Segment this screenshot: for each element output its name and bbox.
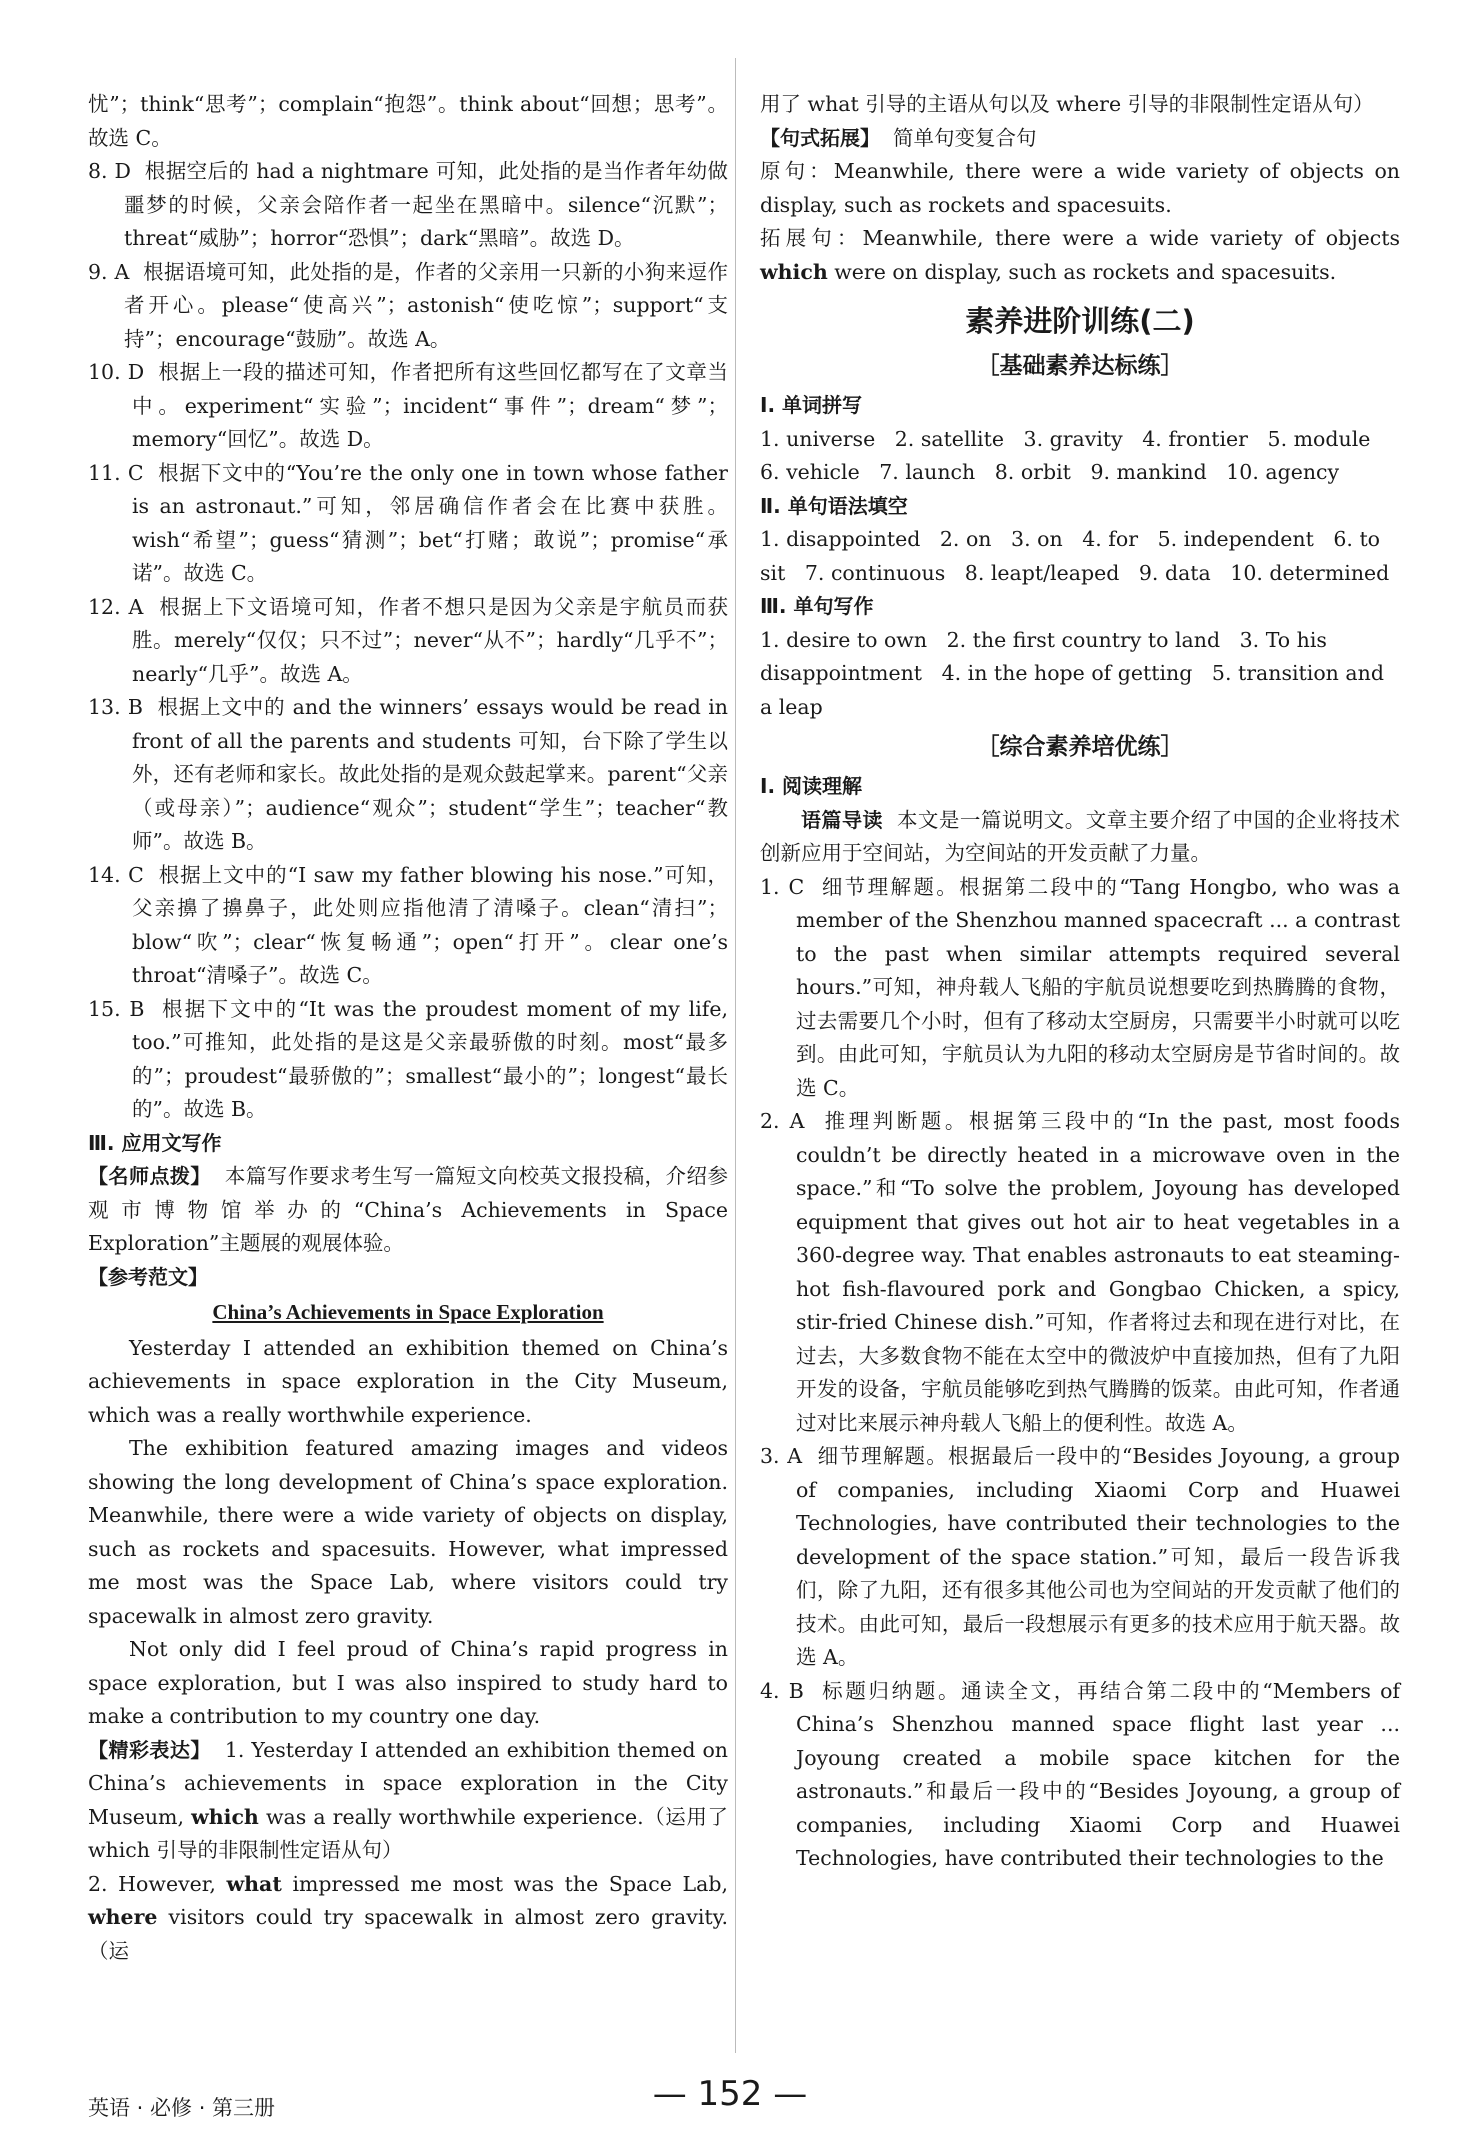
footer-book-title: 英语 · 必修 · 第三册 [88, 2096, 276, 2120]
answer-text: 根据上文中的“I saw my father blowing his nose.”可知，父亲擤了擤鼻子，此处则应指他清了清嗓子。clean“清扫”；blow“吹”；clear“恢复畅通”；open“打开”。clear one’s throat“清嗓子”。故选 C。 [132, 862, 728, 987]
answer-item [88, 155, 728, 256]
expression-2 [88, 1868, 728, 1969]
answer-text: 根据上下文语境可知，作者不想只是因为父亲是宇航员而获胜。merely“仅仅；只不过”；never“从不”；hardly“几乎不”；nearly“几乎”。故选 A。 [132, 594, 728, 686]
answer-item [88, 993, 728, 1127]
answer-item [760, 1105, 1400, 1440]
expanded-tag: 拓展句： [760, 226, 863, 250]
keyword: which [191, 1804, 259, 1829]
answer-line: disappointment 4. in the hope of getting 5. transition and [760, 661, 1384, 685]
answer-text: 根据上一段的描述可知，作者把所有这些回忆都写在了文章当中。experiment“实验”；incident“事件”；dream“梦”；memory“回忆”。故选 D。 [132, 360, 728, 451]
original-tag: 原句： [760, 159, 834, 183]
extension-text: 简单句变复合句 [893, 125, 1037, 150]
comprehensive-subtitle: ［综合素养培优练］ [976, 734, 1184, 760]
section-heading-writing: Ⅲ. 应用文写作 [88, 1130, 222, 1155]
answer-number: 12. A [88, 594, 144, 619]
teacher-tip [88, 1160, 728, 1261]
essay-paragraph: Yesterday I attended an exhibition themed on China’s achievements in space exploration in the City Museum, which was a really worthwhile experience. [88, 1335, 728, 1427]
tip-text: 本篇写作要求考生写一篇短文向校英文报投稿，介绍参观市博物馆举办的“China’s Achievements in Space Exploration”主题展的观展体验。 [88, 1164, 728, 1255]
original-text: Meanwhile, there were a wide variety of objects on display, such as rockets and spacesuits. [760, 159, 1400, 217]
answer-item [88, 859, 728, 993]
heading-spelling: Ⅰ. 单词拼写 [760, 393, 863, 417]
guide-text: 本文是一篇说明文。文章主要介绍了中国的企业将技术创新应用于空间站，为空间站的开发贡献了力量。 [760, 807, 1401, 865]
answer-text: 根据空后的 had a nightmare 可知，此处指的是当作者年幼做噩梦的时候，父亲会陪作者一起坐在黑暗中。silence“沉默”；threat“威胁”；horror“恐惧”；dark“黑暗”。故选 D。 [124, 159, 728, 250]
essay-paragraph: Not only did I feel proud of China’s rapid progress in space exploration, but I was also inspired to study hard to make a contribution to my country one day. [88, 1637, 728, 1728]
original-sentence [760, 155, 1400, 222]
answer-number: 3. A [760, 1444, 803, 1468]
answer-number: 9. A [88, 259, 130, 284]
answer-text: 标题归纳题。通读全文，再结合第二段中的“Members of China’s Shenzhou manned space flight last year ... Joyoung created a mobile space kitchen for the astronauts.”和最后一段中的“Besides Joyoung, a group of companies, including Xiaomi Corp and Huawei Technologies, have contributed their technologies to the [796, 1678, 1400, 1870]
tip-tag: 【名师点拨】 [88, 1164, 211, 1188]
answer-item [88, 356, 728, 457]
left-continued-text: 忧”；think“思考”；complain“抱怨”。think about“回想；思考”。故选 C。 [88, 92, 728, 150]
section-title: 素养进阶训练(二) [965, 304, 1195, 338]
keyword: what [226, 1871, 282, 1896]
expression-text: 2. However, [88, 1871, 227, 1896]
answer-number: 14. C [88, 862, 144, 887]
answer-item [760, 871, 1400, 1106]
answer-number: 2. A [760, 1109, 805, 1133]
heading-grammar: Ⅱ. 单句语法填空 [760, 493, 908, 518]
answer-number: 11. C [88, 460, 144, 485]
answer-item [760, 1440, 1400, 1675]
answer-number: 15. B [88, 996, 145, 1021]
answer-text: 根据语境可知，此处指的是，作者的父亲用一只新的小狗来逗作者开心。please“使高兴”；astonish“使吃惊”；support“支持”；encourage“鼓励”。故选 A。 [124, 259, 728, 351]
answer-line: 6. vehicle 7. launch 8. orbit 9. mankind 10. agency [760, 460, 1340, 484]
left-column [88, 88, 728, 1968]
answer-item [760, 1675, 1400, 1876]
basic-subtitle: ［基础素养达标练］ [976, 353, 1184, 379]
answer-number: 13. B [88, 695, 143, 719]
expression-text: visitors could try spacewalk in almost zero gravity.（运 [88, 1905, 728, 1963]
answer-line: 1. desire to own 2. the first country to land 3. To his [760, 627, 1327, 652]
answer-number: 4. B [760, 1678, 804, 1703]
answer-line: 1. universe 2. satellite 3. gravity 4. frontier 5. module [760, 426, 1371, 451]
sentence-extension [760, 122, 1400, 156]
answer-text: 细节理解题。根据最后一段中的“Besides Joyoung, a group of companies, including Xiaomi Corp and Huawei Technologies, have contributed their technologies to the development of the space station.”可知，最后一段告诉我们，除了九阳，还有很多其他公司也为空间站的开发贡献了他们的技术。由此可知，最后一段想展示有更多的技术应用于航天器。故选 A。 [796, 1444, 1400, 1669]
heading-writing: Ⅲ. 单句写作 [760, 594, 874, 618]
answer-item [88, 591, 728, 692]
expanded-text: were on display, such as rockets and spacesuits. [827, 259, 1337, 284]
answer-line: sit 7. continuous 8. leapt/leaped 9. data 10. determined [760, 560, 1390, 585]
keyword: which [760, 259, 828, 284]
reference-tag: 【参考范文】 [88, 1264, 208, 1289]
answer-text: 根据下文中的“You’re the only one in town whose father is an astronaut.”可知，邻居确信作者会在比赛中获胜。wish“希望”；guess“猜测”；bet“打赌；敢说”；promise“承诺”。故选 C。 [132, 460, 728, 585]
answer-line: 1. disappointed 2. on 3. on 4. for 5. independent 6. to [760, 527, 1381, 551]
expression-1 [88, 1734, 728, 1868]
heading-reading: Ⅰ. 阅读理解 [760, 774, 863, 798]
answer-line: a leap [760, 694, 823, 719]
expression-tag: 【精彩表达】 [88, 1737, 211, 1762]
essay-paragraph: The exhibition featured amazing images and videos showing the long development of China’s space exploration. Meanwhile, there were a wide variety of objects on display, such as rockets and spacesuits. However, what impressed me most was the Space Lab, where visitors could try spacewalk in almost zero gravity. [88, 1436, 728, 1628]
answer-number: 1. C [760, 874, 805, 899]
expression-text: 1. Yesterday I attended an exhibition themed on China’s achievements in space exploration in the City Museum, [88, 1737, 728, 1829]
expression-text: impressed me most was the Space Lab, [281, 1871, 728, 1896]
column-divider [735, 58, 736, 2053]
expression-text: was a really worthwhile experience.（运用了 which 引导的非限制性定语从句） [88, 1804, 728, 1862]
answer-number: 10. D [88, 360, 145, 384]
extension-tag: 【句式拓展】 [760, 125, 880, 150]
essay-title: China’s Achievements in Space Exploration [212, 1300, 604, 1324]
page-number: — 152 — [652, 2074, 808, 2114]
answer-number: 8. D [88, 159, 131, 183]
answer-item [88, 256, 728, 357]
answer-item [88, 691, 728, 859]
expanded-text: Meanwhile, there were a wide variety of objects [862, 226, 1400, 250]
answer-text: 细节理解题。根据第二段中的“Tang Hongbo, who was a member of the Shenzhou manned spacecraft ... a contrast to the past when similar attempts required several hours.”可知，神舟载人飞船的宇航员说想要吃到热腾腾的食物，过去需要几个小时，但有了移动太空厨房，只需要半小时就可以吃到。由此可知，宇航员认为九阳的移动太空厨房是节省时间的。故选 C。 [796, 874, 1400, 1100]
answer-text: 根据下文中的“It was the proudest moment of my life, too.”可推知，此处指的是这是父亲最骄傲的时刻。most“最多的”；proudest“最骄傲的”；smallest“最小的”；longest“最长的”。故选 B。 [132, 996, 728, 1121]
answer-text: 根据上文中的 and the winners’ essays would be read in front of all the parents and students 可知，台下除了学生以外，还有老师和家长。故此处指的是观众鼓起掌来。parent“父亲（或母亲）”；audience“观众”；student“学生”；teacher“教师”。故选 B。 [132, 695, 728, 853]
guide-tag: 语篇导读 [801, 807, 883, 832]
answer-item [88, 457, 728, 591]
keyword: where [88, 1905, 158, 1929]
answer-text: 推理判断题。根据第三段中的“In the past, most foods couldn’t be directly heated in a microwave oven in the space.”和“To solve the problem, Joyoung has developed equipment that gives out hot air to heat vegetables in a 360-degree way. That enables astronauts to eat steaming-hot fish-flavoured pork and Gongbao Chicken, a spicy, stir-fried Chinese dish.”可知，作者将过去和现在进行对比，在过去，大多数食物不能在太空中的微波炉中直接加热，但有了九阳开发的设备，宇航员能够吃到热气腾腾的饭菜。由此可知，作者通过对比来展示神舟载人飞船上的便利性。故选 A。 [796, 1109, 1400, 1435]
right-continued-text: 用了 what 引导的主语从句以及 where 引导的非限制性定语从句） [760, 92, 1374, 116]
expanded-sentence [760, 222, 1400, 289]
right-column [760, 88, 1400, 1876]
passage-guide [760, 804, 1400, 871]
